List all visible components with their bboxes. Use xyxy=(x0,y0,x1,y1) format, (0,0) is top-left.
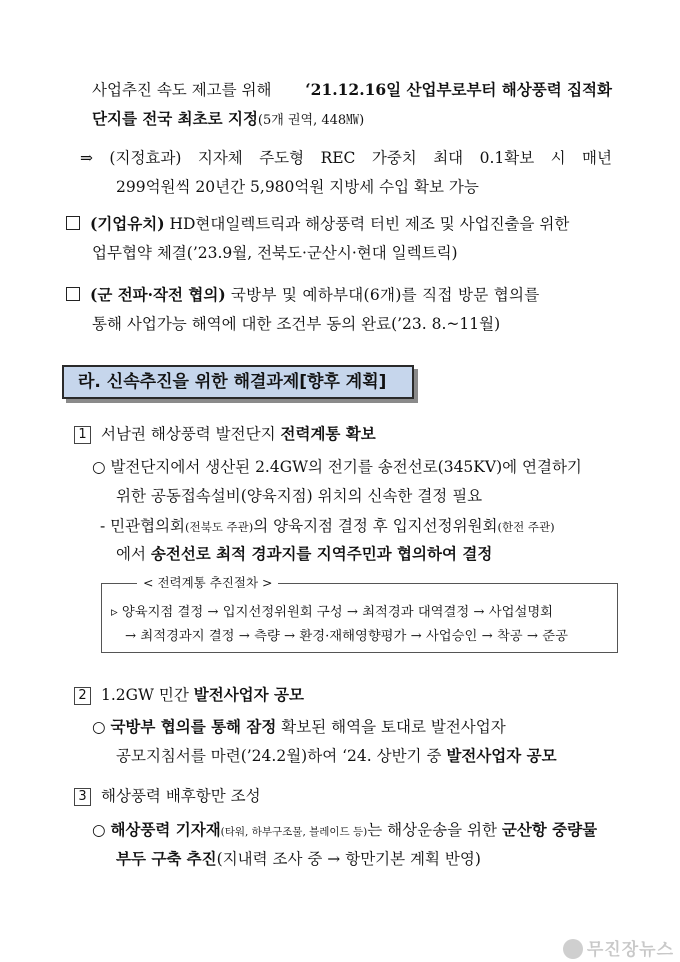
mil-text: 국방부 및 예하부대(6개)를 직접 방문 협의를 xyxy=(225,286,540,304)
mil-label: (군 전파·작전 협의) xyxy=(90,285,226,304)
intro-designation-detail: (5개 권역, 448㎿) xyxy=(257,113,365,128)
item3-title xyxy=(74,785,261,807)
item3-c1-c: (타워, 하부구조물, 블레이드 등) xyxy=(220,826,368,838)
intro-line-2 xyxy=(92,108,364,132)
corp-line-1 xyxy=(66,213,612,235)
corp-text-2: 업무협약 체결(’23.9월, 전북도·군산시·현대 일렉트릭) xyxy=(92,244,458,262)
item3-c1-a: ○ xyxy=(92,821,111,839)
item1-number: 1 xyxy=(74,426,91,444)
item1-title-a: 서남권 해상풍력 발전단지 xyxy=(101,425,281,443)
item3-c2-b: (지내력 조사 중 → 항만기본 계획 반영) xyxy=(216,850,481,868)
intro-text-a: 사업추진 속도 제고를 위해 xyxy=(92,81,272,99)
item1-title-b: 전력계통 확보 xyxy=(280,424,376,443)
item1-c1: ○ 발전단지에서 생산된 2.4GW의 전기를 송전선로(345KV)에 연결하기 xyxy=(92,458,582,476)
process-title: < 전력계통 추진절차 > xyxy=(137,575,278,591)
item2-c2-a: 공모지침서를 마련(’24.2월)하여 ‘24. 상반기 중 xyxy=(116,747,447,765)
section-title: 라. 신속추진을 위한 해결과제[향후 계획] xyxy=(62,365,414,399)
mil-line-1 xyxy=(66,284,612,306)
item1-title xyxy=(74,423,376,445)
item3-c1-e: 군산항 중량물 xyxy=(501,820,598,839)
item1-content-1 xyxy=(92,456,582,478)
effect-line-2 xyxy=(116,176,479,198)
item3-title-text: 해상풍력 배후항만 조성 xyxy=(101,787,261,805)
watermark-logo-icon xyxy=(563,939,583,959)
corp-text: HD현대일렉트릭과 해상풍력 터빈 제조 및 사업진출을 위한 xyxy=(164,215,570,233)
item3-c1-b: 해상풍력 기자재 xyxy=(110,820,221,839)
intro-text-b: ‘21.12.16일 산업부로부터 해상풍력 집적화 xyxy=(305,80,612,99)
item1-d2-a: 에서 xyxy=(116,545,151,563)
mil-line-2 xyxy=(92,313,500,335)
watermark-text: 무진장뉴스 xyxy=(586,940,674,960)
item2-c2-b: 발전사업자 공모 xyxy=(446,746,557,765)
item3-number: 3 xyxy=(74,788,91,806)
item1-detail-2 xyxy=(116,543,492,565)
item1-d1-a: - 민관협의회 xyxy=(100,517,186,535)
item1-content-2 xyxy=(116,485,482,507)
checkbox-square-icon xyxy=(66,287,80,301)
mil-text-2: 통해 사업가능 해역에 대한 조건부 동의 완료(’23. 8.~11월) xyxy=(92,315,501,333)
item1-d1-b: (전북도 주관) xyxy=(185,520,254,534)
corp-line-2 xyxy=(92,242,458,264)
item3-content-2 xyxy=(116,848,481,870)
item1-d1-c: 의 양육지점 결정 후 입지선정위원회 xyxy=(253,517,498,535)
item2-c1-c: 확보된 해역을 토대로 발전사업자 xyxy=(276,718,506,736)
item2-title-a: 1.2GW 민간 xyxy=(101,686,194,704)
item3-c1-d: 는 해상운송을 위한 xyxy=(367,821,502,839)
item2-c1-b: 국방부 협의를 통해 잠정 xyxy=(110,717,277,736)
checkbox-square-icon xyxy=(66,216,80,230)
item2-title xyxy=(74,684,304,706)
process-line-1: ▹ 양육지점 결정 → 입지선정위원회 구성 → 최적경과 대역결정 → 사업설명회 xyxy=(111,605,554,620)
item1-d2-b: 송전선로 최적 경과지를 지역주민과 협의하여 결정 xyxy=(150,544,493,563)
intro-line-1 xyxy=(92,79,612,101)
item2-content-1 xyxy=(92,716,612,738)
effect-text-1: ⇒ (지정효과) 지자체 주도형 REC 가중치 최대 0.1확보 시 매년 xyxy=(80,149,612,167)
item2-c1-a: ○ xyxy=(92,718,111,736)
item3-content-1 xyxy=(92,819,597,843)
item1-c2: 위한 공동접속설비(양육지점) 위치의 신속한 결정 필요 xyxy=(116,487,483,505)
item2-title-b: 발전사업자 공모 xyxy=(193,685,304,704)
item3-c2-a: 부두 구축 추진 xyxy=(116,849,217,868)
item2-number: 2 xyxy=(74,687,91,705)
intro-designation: 단지를 전국 최초로 지정 xyxy=(92,109,258,128)
watermark xyxy=(563,935,674,960)
effect-text-2: 299억원씩 20년간 5,980억원 지방세 수입 확보 가능 xyxy=(116,178,479,196)
item1-detail-1 xyxy=(100,515,555,538)
item2-content-2 xyxy=(116,745,557,767)
item1-d1-d: (한전 주관) xyxy=(497,520,555,534)
corp-label: (기업유치) xyxy=(90,214,165,233)
effect-line-1 xyxy=(80,147,612,169)
process-line-2: → 최적경과지 결정 → 측량 → 환경·재해영향평가 → 사업승인 → 착공 → 준공 xyxy=(125,629,568,644)
